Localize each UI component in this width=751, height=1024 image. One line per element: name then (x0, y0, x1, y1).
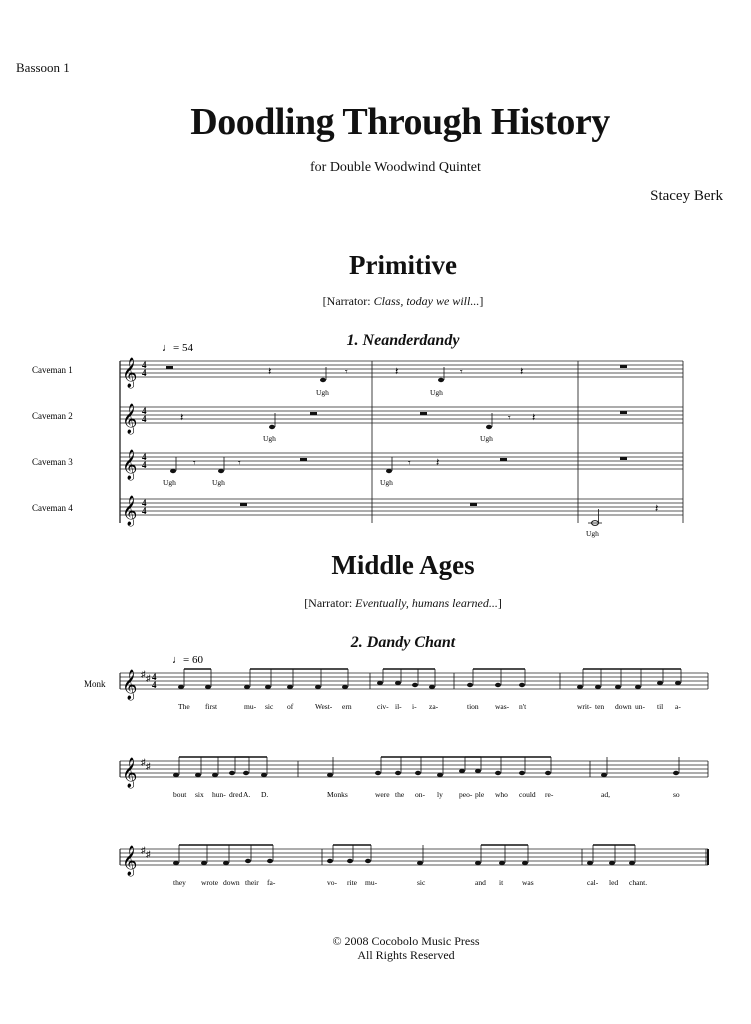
whole-rest-icon (470, 503, 477, 506)
lyric-syllable: ly (437, 790, 443, 799)
note-head (386, 469, 392, 473)
lyric-syllable: six (195, 790, 204, 799)
lyric-syllable: sic (265, 702, 274, 711)
whole-rest-icon (620, 365, 627, 368)
notes-line-2 (173, 757, 679, 777)
sharp-icon: ♯ (141, 757, 146, 767)
time-sig-bottom: 4 (142, 460, 147, 470)
lyric-syllable: wrote (201, 878, 219, 887)
lyric-syllable: on- (415, 790, 425, 799)
lyric-syllable: first (205, 702, 218, 711)
note-head (244, 685, 250, 689)
notes-line-1 (178, 669, 681, 689)
sharp-icon: ♯ (146, 673, 151, 683)
lyric-syllable: dred (229, 790, 243, 799)
note-head (495, 771, 501, 775)
note-head (265, 685, 271, 689)
note-head (173, 773, 179, 777)
note-head (459, 769, 465, 773)
quarter-rest-icon: 𝄽 (532, 412, 536, 424)
lyric-syllable: D. (261, 790, 269, 799)
lyric-syllable: civ- (377, 702, 389, 711)
section-title-primitive: Primitive (349, 250, 457, 280)
lyric-syllable: fa- (267, 878, 276, 887)
note-head (267, 859, 273, 863)
note-head (229, 771, 235, 775)
lyric-syllable: a- (675, 702, 681, 711)
note-head (601, 773, 607, 777)
whole-rest-icon (620, 457, 627, 460)
lyric-syllable: vo- (327, 878, 337, 887)
note-head (595, 685, 601, 689)
lyric-syllable: down (223, 878, 240, 887)
lyric-syllable: peo- (459, 790, 473, 799)
lyric-syllable: it (499, 878, 504, 887)
treble-clef-icon: 𝄞 (122, 450, 138, 479)
note-head (522, 861, 528, 865)
sharp-icon: ♯ (146, 761, 151, 771)
lyric-syllable: down (615, 702, 632, 711)
lyric-syllable: of (287, 702, 294, 711)
lyric-syllable: i- (412, 702, 417, 711)
lyric-syllable: Ugh (316, 388, 329, 397)
tempo-marking: ♩= 54 (162, 342, 193, 354)
treble-clef-icon: 𝄞 (122, 758, 138, 787)
lyric-syllable: were (375, 790, 390, 799)
note-head (629, 861, 635, 865)
note-head (347, 859, 353, 863)
subtitle: for Double Woodwind Quintet (310, 160, 481, 175)
note-head (467, 683, 473, 687)
note-head (519, 771, 525, 775)
note-head (261, 773, 267, 777)
note-head (438, 378, 444, 382)
note-head (545, 771, 551, 775)
narrator-prefix: [Narrator: (322, 294, 374, 308)
lyric-syllable: Ugh (163, 478, 176, 487)
lyric-syllable: za- (429, 702, 439, 711)
lyric-syllable: and (475, 878, 486, 887)
lyrics-line-1 (178, 702, 681, 711)
note-head (673, 771, 679, 775)
note-head (395, 681, 401, 685)
part-label: Bassoon 1 (16, 60, 70, 75)
lyric-syllable: writ- (577, 702, 592, 711)
lyrics-line-2 (173, 790, 680, 799)
note-head (327, 773, 333, 777)
narrator-suffix: ] (479, 294, 484, 308)
instrument-label: Caveman 4 (32, 503, 73, 513)
staff-monk-line-3 (120, 849, 708, 865)
rights-line: All Rights Reserved (357, 948, 455, 962)
eighth-rest-icon: 𝄾 (238, 458, 241, 469)
lyric-syllable: who (495, 790, 508, 799)
lyric-syllable: Ugh (380, 478, 393, 487)
note-head (609, 861, 615, 865)
note-head (315, 685, 321, 689)
lyric-syllable: Ugh (263, 434, 276, 443)
note-head (475, 769, 481, 773)
note-head (495, 683, 501, 687)
lyric-syllable: cal- (587, 878, 599, 887)
lyric-syllable: Ugh (480, 434, 493, 443)
note-head (417, 861, 423, 865)
note-head (377, 681, 383, 685)
note-head (486, 425, 492, 429)
quarter-rest-icon: 𝄽 (436, 457, 440, 469)
lyric-syllable: so (673, 790, 680, 799)
lyric-syllable: West- (315, 702, 333, 711)
eighth-rest-icon: 𝄾 (408, 458, 411, 469)
eighth-rest-icon: 𝄾 (193, 458, 196, 469)
lyrics-line-3 (173, 878, 647, 887)
note-head (415, 771, 421, 775)
treble-clef-icon: 𝄞 (122, 404, 138, 433)
note-head (243, 771, 249, 775)
narrator-cue (0, 294, 751, 309)
note-head (223, 861, 229, 865)
whole-rest-icon (620, 411, 627, 414)
time-sig-bottom: 4 (152, 680, 157, 690)
staff-caveman-1 (120, 361, 683, 377)
half-rest-icon (166, 366, 173, 369)
narrator-text: Class, today we will... (373, 294, 480, 308)
copyright-notice (0, 934, 751, 962)
lyric-syllable: the (395, 790, 405, 799)
lyric-syllable: rite (347, 878, 357, 887)
lyric-syllable: mu- (244, 702, 257, 711)
note-head (212, 773, 218, 777)
lyric-syllable: til (657, 702, 664, 711)
quarter-rest-icon: 𝄽 (520, 366, 524, 378)
lyric-syllable: n't (519, 702, 527, 711)
note-head (195, 773, 201, 777)
note-head (287, 685, 293, 689)
lyric-syllable: could (519, 790, 536, 799)
note-head (615, 685, 621, 689)
note-head (429, 685, 435, 689)
treble-clef-icon: 𝄞 (122, 670, 138, 699)
tempo-marking: ♩= 60 (172, 654, 203, 666)
note-head (657, 681, 663, 685)
time-sig-bottom: 4 (142, 368, 147, 378)
half-rest-icon (300, 458, 307, 461)
note-head (218, 469, 224, 473)
eighth-rest-icon: 𝄾 (460, 367, 463, 378)
note-head (173, 861, 179, 865)
quarter-rest-icon: 𝄽 (180, 412, 184, 424)
lyric-syllable: Ugh (212, 478, 225, 487)
note-head (412, 683, 418, 687)
half-rest-icon (310, 412, 317, 415)
note-head (635, 685, 641, 689)
note-head (320, 378, 326, 382)
lyric-syllable: ad, (601, 790, 610, 799)
eighth-rest-icon: 𝄾 (345, 367, 348, 378)
notes-line-3 (173, 845, 635, 865)
time-sig-bottom: 4 (142, 414, 147, 424)
lyric-syllable: il- (395, 702, 402, 711)
instrument-label: Caveman 2 (32, 411, 73, 421)
lyric-syllable: ten (595, 702, 605, 711)
narrator-suffix: ] (497, 596, 502, 610)
half-rest-icon (420, 412, 427, 415)
note-head (205, 685, 211, 689)
lyric-syllable: their (245, 878, 259, 887)
score-system-primitive (0, 335, 751, 545)
time-sig-top: 4 (142, 498, 147, 508)
note-head (269, 425, 275, 429)
lyric-syllable: chant. (629, 878, 648, 887)
composer-name: Stacey Berk (650, 188, 723, 204)
lyric-syllable: re- (545, 790, 554, 799)
half-rest-icon (500, 458, 507, 461)
sharp-icon: ♯ (141, 669, 146, 679)
sharp-icon: ♯ (141, 845, 146, 855)
staff-monk-line-2 (120, 761, 708, 777)
lyric-syllable: un- (635, 702, 645, 711)
treble-clef-icon: 𝄞 (122, 358, 138, 387)
lyric-syllable: Ugh (430, 388, 443, 397)
note-head (365, 859, 371, 863)
lyric-syllable: ple (475, 790, 485, 799)
note-head (675, 681, 681, 685)
note-head (178, 685, 184, 689)
note-head (519, 683, 525, 687)
lyric-syllable: tion (467, 702, 479, 711)
lyric-syllable: The (178, 702, 190, 711)
time-sig-top: 4 (142, 452, 147, 462)
treble-clef-icon: 𝄞 (122, 846, 138, 875)
time-sig-bottom: 4 (142, 506, 147, 516)
note-head (342, 685, 348, 689)
lyric-syllable: sic (417, 878, 426, 887)
note-head (395, 771, 401, 775)
lyric-syllable: mu- (365, 878, 378, 887)
note-head (499, 861, 505, 865)
movement-title: 1. Neanderdandy (346, 332, 460, 349)
note-head (437, 773, 443, 777)
instrument-label: Caveman 1 (32, 365, 73, 375)
note-head (170, 469, 176, 473)
lyric-syllable: Monks (327, 790, 348, 799)
lyric-syllable: was- (495, 702, 510, 711)
copyright-line: © 2008 Cocobolo Music Press (332, 934, 480, 948)
whole-rest-icon (240, 503, 247, 506)
lyric-syllable: A. (243, 790, 251, 799)
narrator-cue (0, 596, 751, 611)
lyric-syllable: led (609, 878, 619, 887)
lyric-syllable: they (173, 878, 186, 887)
lyric-syllable: was (522, 878, 534, 887)
time-sig-top: 4 (152, 672, 157, 682)
lyric-syllable: ern (342, 702, 352, 711)
lyric-syllable: hun- (212, 790, 226, 799)
narrator-prefix: [Narrator: (304, 596, 356, 610)
note-head (587, 861, 593, 865)
lyric-syllable: Ugh (586, 529, 599, 538)
treble-clef-icon: 𝄞 (122, 496, 138, 525)
staff-caveman-3 (120, 453, 683, 469)
instrument-label: Monk (84, 679, 106, 689)
eighth-rest-icon: 𝄾 (508, 413, 511, 424)
note-head (475, 861, 481, 865)
note-head (375, 771, 381, 775)
note-head (327, 859, 333, 863)
note-head (577, 685, 583, 689)
lyric-syllable: bout (173, 790, 187, 799)
page-title: Doodling Through History (190, 101, 610, 143)
score-system-chant (0, 645, 751, 915)
movement-title: 2. Dandy Chant (350, 634, 456, 651)
section-title-middle-ages: Middle Ages (331, 550, 475, 580)
note-head (201, 861, 207, 865)
staff-caveman-2 (120, 407, 683, 423)
instrument-label: Caveman 3 (32, 457, 73, 467)
time-sig-top: 4 (142, 406, 147, 416)
note-head (245, 859, 251, 863)
quarter-rest-icon: 𝄽 (655, 503, 659, 515)
quarter-rest-icon: 𝄽 (268, 366, 272, 378)
time-sig-top: 4 (142, 360, 147, 370)
narrator-text: Eventually, humans learned... (355, 596, 498, 610)
sharp-icon: ♯ (146, 849, 151, 859)
quarter-rest-icon: 𝄽 (395, 366, 399, 378)
